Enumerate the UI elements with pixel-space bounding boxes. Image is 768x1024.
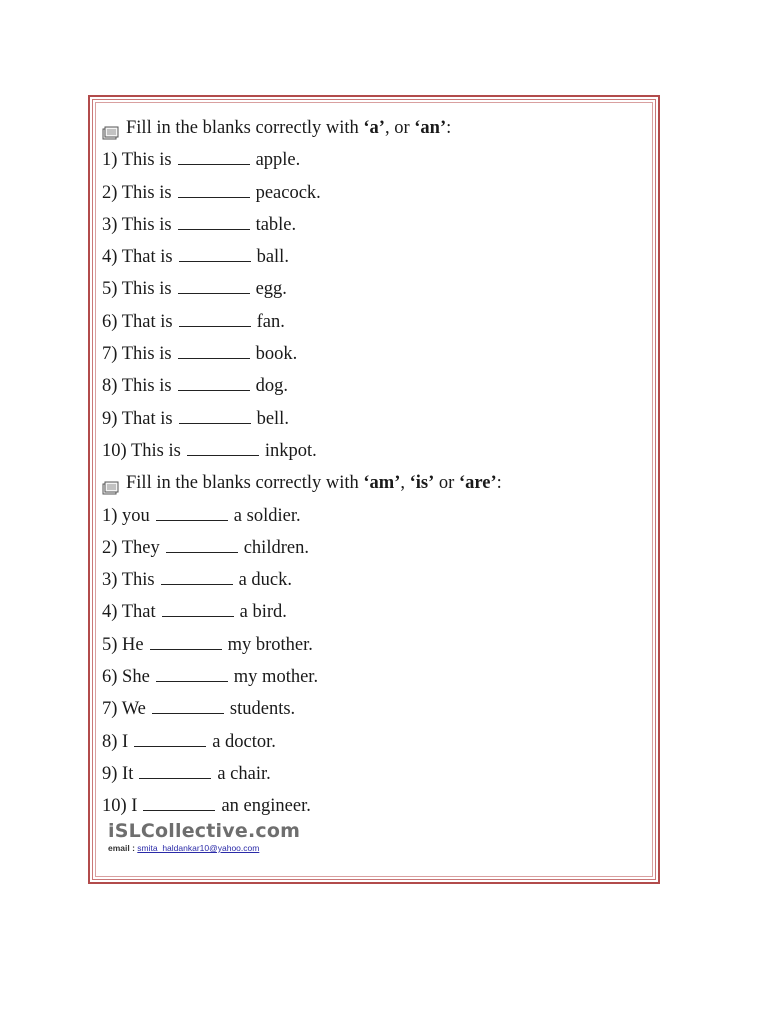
answer-blank[interactable] <box>150 635 222 650</box>
question-end: a doctor. <box>212 731 276 752</box>
section2-heading-are: ‘are’ <box>458 473 497 494</box>
question-start: 9) It <box>102 763 134 784</box>
email-label: email : <box>108 843 138 853</box>
question-item <box>102 758 642 790</box>
question-start: 4) That <box>102 602 156 623</box>
question-end: ball. <box>256 247 289 268</box>
question-end: bell. <box>256 408 289 429</box>
answer-blank[interactable] <box>143 796 215 811</box>
answer-blank[interactable] <box>162 602 234 617</box>
answer-blank[interactable] <box>178 150 250 165</box>
question-item <box>102 726 642 758</box>
question-item <box>102 790 642 822</box>
question-start: 10) This is <box>102 440 181 461</box>
section1-heading-suffix: : <box>446 118 452 138</box>
section2-heading-am: ‘am’ <box>363 473 401 494</box>
answer-blank[interactable] <box>178 215 250 230</box>
question-item <box>102 144 642 176</box>
question-start: 5) This is <box>102 279 172 300</box>
question-end: peacock. <box>255 182 321 203</box>
question-start: 3) This <box>102 570 155 591</box>
question-end: apple. <box>255 150 301 171</box>
question-end: a chair. <box>217 763 271 784</box>
answer-blank[interactable] <box>179 409 251 424</box>
question-item <box>102 338 642 370</box>
question-start: 1) you <box>102 505 150 526</box>
answer-blank[interactable] <box>178 183 250 198</box>
question-item <box>102 500 642 532</box>
question-end: a bird. <box>239 602 287 623</box>
question-start: 1) This is <box>102 150 172 171</box>
question-start: 8) I <box>102 731 129 752</box>
section1-heading-mid: , or <box>384 118 415 138</box>
section2-heading <box>102 467 642 499</box>
question-start: 2) This is <box>102 182 172 203</box>
question-start: 9) That is <box>102 408 173 429</box>
question-item <box>102 435 642 467</box>
book-icon <box>102 120 120 136</box>
question-item <box>102 564 642 596</box>
question-item <box>102 370 642 402</box>
question-end: an engineer. <box>221 796 311 817</box>
section1-heading-a: ‘a’ <box>363 118 385 138</box>
question-end: a soldier. <box>233 505 301 526</box>
section2-heading-or: or <box>434 473 459 494</box>
answer-blank[interactable] <box>166 538 238 553</box>
question-start: 3) This is <box>102 214 172 235</box>
question-start: 2) They <box>102 537 160 558</box>
question-end: egg. <box>255 279 287 300</box>
question-item <box>102 273 642 305</box>
question-item <box>102 209 642 241</box>
section1-heading-prefix: Fill in the blanks correctly with <box>126 118 364 138</box>
question-item <box>102 629 642 661</box>
section2-heading-sep: , <box>400 473 410 494</box>
question-start: 10) I <box>102 796 138 817</box>
question-end: book. <box>255 344 298 365</box>
question-end: dog. <box>255 376 288 397</box>
question-start: 4) That is <box>102 247 173 268</box>
question-item <box>102 532 642 564</box>
section2-heading-suffix: : <box>496 473 502 494</box>
question-item <box>102 241 642 273</box>
question-item <box>102 306 642 338</box>
question-end: my mother. <box>233 667 319 688</box>
question-start: 7) We <box>102 699 146 720</box>
answer-blank[interactable] <box>156 667 228 682</box>
section2-heading-prefix: Fill in the blanks correctly with <box>126 473 364 494</box>
question-end: children. <box>243 537 309 558</box>
answer-blank[interactable] <box>178 376 250 391</box>
answer-blank[interactable] <box>178 344 250 359</box>
section1-heading-an: ‘an’ <box>414 118 447 138</box>
question-end: my brother. <box>227 634 313 655</box>
answer-blank[interactable] <box>156 506 228 521</box>
email-row <box>108 842 300 854</box>
answer-blank[interactable] <box>134 732 206 747</box>
section2-heading-is: ‘is’ <box>409 473 435 494</box>
question-item <box>102 693 642 725</box>
email-link[interactable]: smita_haldankar10@yahoo.com <box>137 843 260 853</box>
question-item <box>102 661 642 693</box>
question-item <box>102 177 642 209</box>
question-end: table. <box>255 214 297 235</box>
answer-blank[interactable] <box>139 764 211 779</box>
answer-blank[interactable] <box>187 441 259 456</box>
worksheet-content <box>102 112 642 823</box>
question-start: 5) He <box>102 634 144 655</box>
book-icon <box>102 475 120 491</box>
answer-blank[interactable] <box>178 279 250 294</box>
question-end: students. <box>229 699 296 720</box>
question-end: a duck. <box>238 570 293 591</box>
answer-blank[interactable] <box>161 570 233 585</box>
question-end: fan. <box>256 311 285 332</box>
question-item <box>102 596 642 628</box>
question-start: 6) She <box>102 667 150 688</box>
question-end: inkpot. <box>264 440 317 461</box>
question-start: 6) That is <box>102 311 173 332</box>
section1-heading <box>102 112 642 144</box>
question-item <box>102 403 642 435</box>
answer-blank[interactable] <box>179 247 251 262</box>
answer-blank[interactable] <box>152 699 224 714</box>
brand-logo: iSLCollective.com <box>108 820 301 842</box>
question-start: 8) This is <box>102 376 172 397</box>
worksheet-footer <box>108 820 300 854</box>
question-start: 7) This is <box>102 344 172 365</box>
answer-blank[interactable] <box>179 312 251 327</box>
